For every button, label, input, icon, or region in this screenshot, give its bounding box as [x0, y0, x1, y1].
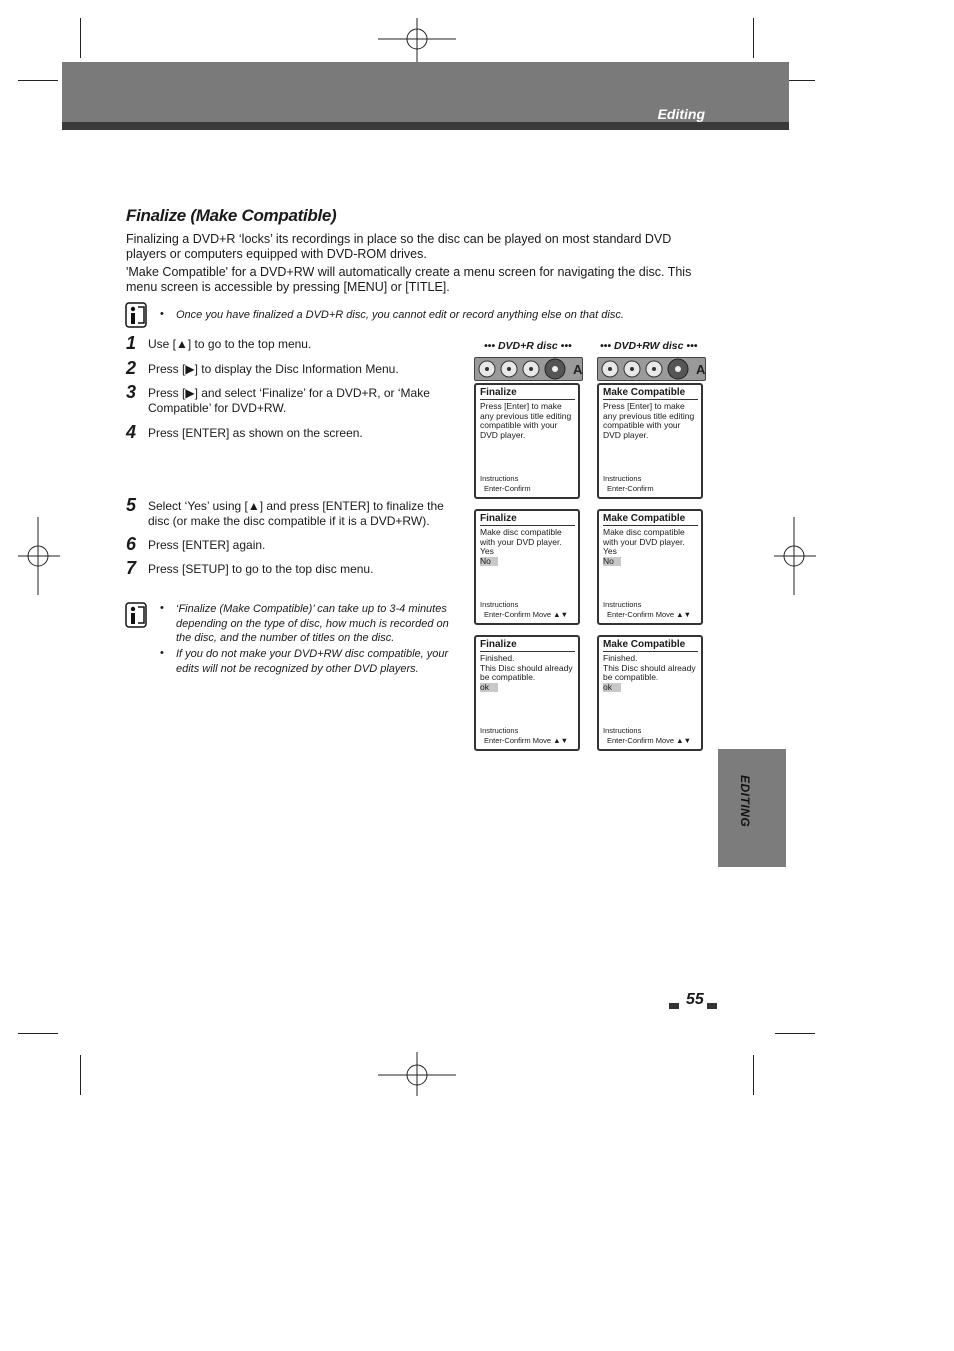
menu-icon-bar: [597, 357, 706, 381]
panel-title: Make Compatible: [603, 639, 698, 652]
instructions-keys: Enter-Confirm Move ▲▼: [484, 609, 569, 619]
panel-instructions: [480, 600, 568, 619]
dvd-rw-label: ••• DVD+RW disc •••: [600, 340, 698, 352]
option-ok[interactable]: ok: [603, 683, 621, 693]
svg-text:A: A: [573, 362, 582, 377]
page-number: 55: [686, 991, 704, 1008]
step-number: 2: [126, 358, 137, 378]
option-ok[interactable]: ok: [480, 683, 498, 693]
finalize-panel: [474, 383, 580, 499]
panel-title: Finalize: [480, 639, 575, 652]
crop-mark: [753, 18, 754, 58]
page-title: Finalize (Make Compatible): [126, 206, 337, 225]
panel-instructions: [603, 726, 691, 745]
panel-title: Make Compatible: [603, 513, 698, 526]
step-number: 4: [126, 422, 137, 442]
page-number-mark: [707, 1003, 717, 1009]
crop-mark: [753, 1055, 754, 1095]
panel-body: [480, 528, 576, 566]
instructions-label: Instructions: [480, 474, 519, 483]
crop-mark: [775, 1033, 815, 1034]
panel-message: Make disc compatible with your DVD player.: [603, 527, 685, 547]
instructions-label: Instructions: [603, 474, 642, 483]
panel-title: Finalize: [480, 513, 575, 526]
panel-instructions: [480, 474, 531, 493]
instructions-label: Instructions: [480, 600, 519, 609]
panel-instructions: [603, 600, 691, 619]
make-compatible-panel: [597, 509, 703, 625]
panel-title: Finalize: [480, 387, 575, 400]
panel-body: [603, 402, 699, 440]
note-text: If you do not make your DVD+RW disc compatible, your edits will not be recognized by other DVD players.: [176, 648, 449, 675]
panel-message: This Disc should already be compatible.: [603, 662, 696, 683]
dvd-r-label: ••• DVD+R disc •••: [484, 340, 572, 352]
registration-mark-icon: [378, 1036, 456, 1114]
step-number: 3: [126, 382, 137, 402]
intro-paragraph: Finalizing a DVD+R ‘locks’ its recordings in place so the disc can be played on most standard DVD players or computers equipped with DVD-ROM drives.: [126, 232, 672, 261]
registration-mark-icon: [756, 517, 834, 595]
instructions-label: Instructions: [603, 726, 642, 735]
note-bullet: •: [160, 647, 164, 659]
disc-menu-icon: [475, 358, 582, 380]
option-no[interactable]: No: [480, 557, 498, 567]
note-icon: [125, 302, 147, 328]
panel-message: This Disc should already be compatible.: [480, 662, 573, 683]
note-bullet: •: [160, 602, 164, 614]
side-tab: [718, 749, 786, 867]
section-label: Editing: [657, 106, 705, 122]
panel-title: Make Compatible: [603, 387, 698, 400]
step-text: Select ‘Yes’ using [▲] and press [ENTER] to finalize the disc (or make the disc compatible if it is a DVD+RW).: [148, 499, 444, 528]
menu-icon-bar: [474, 357, 583, 381]
panel-message: Press [Enter] to make any previous title editing compatible with your DVD player.: [603, 401, 695, 440]
note-bullet: •: [160, 308, 164, 320]
panel-message: Make disc compatible with your DVD player.: [480, 527, 562, 547]
step-text: Use [▲] to go to the top menu.: [148, 337, 312, 351]
step-text: Press [ENTER] again.: [148, 538, 266, 552]
instructions-keys: Enter-Confirm Move ▲▼: [484, 735, 569, 745]
step-text: Press [SETUP] to go to the top disc menu.: [148, 562, 374, 576]
instructions-label: Instructions: [480, 726, 519, 735]
note-icon: [125, 602, 147, 628]
step-number: 7: [126, 558, 137, 578]
registration-mark-icon: [0, 517, 78, 595]
instructions-label: Instructions: [603, 600, 642, 609]
instructions-keys: Enter-Confirm Move ▲▼: [607, 735, 692, 745]
panel-message: Finished.: [480, 653, 515, 663]
side-tab-label: EDITING: [738, 775, 752, 828]
panel-message: Press [Enter] to make any previous title editing compatible with your DVD player.: [480, 401, 572, 440]
disc-menu-icon: [598, 358, 705, 380]
instructions-keys: Enter-Confirm: [484, 483, 531, 493]
instructions-keys: Enter-Confirm: [607, 483, 654, 493]
note-text: ‘Finalize (Make Compatible)’ can take up to 3-4 minutes depending on the type of disc, how much is recorded on the disc, and the number of titles on the disc.: [176, 603, 449, 644]
finalize-panel: [474, 635, 580, 751]
intro-paragraph: 'Make Compatible' for a DVD+RW will automatically create a menu screen for navigating the disc. This menu screen is accessible by pressing [MENU] or [TITLE].: [126, 265, 692, 294]
step-text: Press [ENTER] as shown on the screen.: [148, 426, 363, 440]
option-yes[interactable]: Yes: [480, 546, 494, 557]
step-number: 1: [126, 333, 137, 353]
step-number: 5: [126, 495, 137, 515]
panel-instructions: [603, 474, 654, 493]
instructions-keys: Enter-Confirm Move ▲▼: [607, 609, 692, 619]
svg-text:A: A: [696, 362, 705, 377]
panel-message: Finished.: [603, 653, 638, 663]
crop-mark: [18, 1033, 58, 1034]
header-stripe: [62, 122, 789, 130]
step-text: Press [▶] to display the Disc Information Menu.: [148, 362, 399, 376]
crop-mark: [80, 1055, 81, 1095]
make-compatible-panel: [597, 635, 703, 751]
option-no[interactable]: No: [603, 557, 621, 567]
panel-body: [603, 654, 699, 692]
finalize-panel: [474, 509, 580, 625]
note-text: Once you have finalized a DVD+R disc, you cannot edit or record anything else on that disc.: [176, 309, 624, 321]
panel-body: [603, 528, 699, 566]
panel-body: [480, 654, 576, 692]
step-text: Press [▶] and select ‘Finalize’ for a DVD+R, or ‘Make Compatible’ for DVD+RW.: [148, 386, 430, 415]
crop-mark: [80, 18, 81, 58]
option-yes[interactable]: Yes: [603, 546, 617, 557]
page-number-mark: [669, 1003, 679, 1009]
make-compatible-panel: [597, 383, 703, 499]
crop-mark: [18, 80, 58, 81]
step-number: 6: [126, 534, 137, 554]
panel-body: [480, 402, 576, 440]
panel-instructions: [480, 726, 568, 745]
